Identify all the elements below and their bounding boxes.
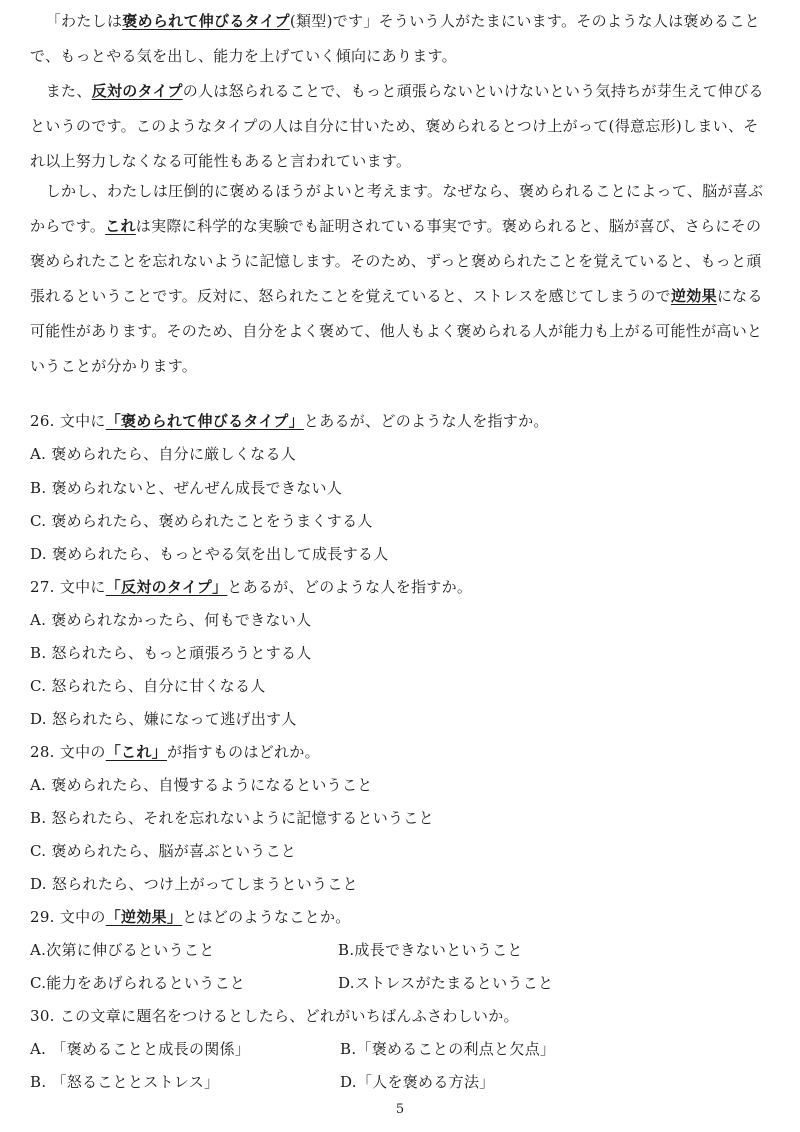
question-29-quote: 「逆効果」 [105, 908, 183, 926]
option-26-d: D. 褒められたら、もっとやる気を出して成長する人 [30, 545, 389, 563]
passage-paragraph-3: しかし、わたしは圧倒的に褒めるほうがよいと考えます。なぜなら、褒められることによって、脳が喜ぶからです。これは実際に科学的な実験でも証明されている事実です。褒められると、脳が喜び、さらにその褒められたことを忘れないように記憶します。そのため、ずっと褒められたことを覚えていると、もっと頑張れるということです。反対に、怒られたことを覚えていると、ストレスを感じてしまうので逆効果になる可能性があります。そのため、自分をよく褒めて、他人もよく褒められる人が能力も上がる可能性が高いということが分かります。 [30, 182, 764, 375]
page-number: 5 [395, 1102, 405, 1117]
option-29-c: C.能力をあげられるということ [30, 974, 246, 992]
option-27-d: D. 怒られたら、嫌になって逃げ出す人 [30, 710, 297, 728]
question-28: 28. 文中の「これ」が指すものはどれか。 [30, 743, 320, 761]
option-30-b: B.「褒めることの利点と欠点」 [340, 1040, 556, 1058]
question-30: 30. この文章に題名をつけるとしたら、どれがいちばんふさわしいか。 [30, 1007, 519, 1025]
underlined-word-kore: これ [105, 217, 136, 235]
option-30-c: B. 「怒ることとストレス」 [30, 1073, 220, 1091]
option-28-c: C. 褒められたら、脳が喜ぶということ [30, 842, 297, 860]
question-29: 29. 文中の「逆効果」とはどのようなことか。 [30, 908, 351, 926]
option-28-d: D. 怒られたら、つけ上がってしまうということ [30, 875, 358, 893]
option-30-d: D.「人を褒める方法」 [340, 1073, 495, 1091]
option-26-a: A. 褒められたら、自分に厳しくなる人 [30, 445, 297, 463]
option-28-b: B. 怒られたら、それを忘れないように記憶するということ [30, 809, 434, 827]
question-28-quote: 「これ」 [105, 743, 167, 761]
underlined-word-gyakukouka: 逆効果 [670, 287, 717, 305]
option-26-b: B. 褒められないと、ぜんぜん成長できない人 [30, 479, 343, 497]
passage-paragraph-2: また、反対のタイプの人は怒られることで、もっと頑張らないといけないという気持ちが芽生えて伸びるというのです。このようなタイプの人は自分に甘いため、褒められるとつけ上がって(得意忘形)しまい、それ以上努力しなくなる可能性もあると言われています。 [30, 82, 764, 170]
option-28-a: A. 褒められたら、自慢するようになるということ [30, 776, 373, 794]
option-26-c: C. 褒められたら、褒められたことをうまくする人 [30, 512, 373, 530]
question-26: 26. 文中に「褒められて伸びるタイプ」とあるが、どのような人を指すか。 [30, 412, 549, 430]
underlined-phrase-hantai: 反対のタイプ [91, 82, 183, 100]
option-29-a: A.次第に伸びるということ [30, 941, 215, 959]
option-27-a: A. 褒められなかったら、何もできない人 [30, 611, 312, 629]
option-29-b: B.成長できないということ [338, 941, 523, 959]
underlined-phrase-homerarete: 褒められて伸びるタイプ [122, 12, 290, 30]
passage-paragraph-1: 「わたしは褒められて伸びるタイプ(類型)です」そういう人がたまにいます。そのような人は褒めることで、もっとやる気を出し、能力を上げていく傾向にあります。 [30, 12, 760, 65]
option-27-b: B. 怒られたら、もっと頑張ろうとする人 [30, 644, 312, 662]
option-30-a: A. 「褒めることと成長の関係」 [30, 1040, 251, 1058]
option-29-d: D.ストレスがたまるということ [338, 974, 554, 992]
question-27-quote: 「反対のタイプ」 [105, 578, 228, 596]
option-27-c: C. 怒られたら、自分に甘くなる人 [30, 677, 266, 695]
question-27: 27. 文中に「反対のタイプ」とあるが、どのような人を指すか。 [30, 578, 473, 596]
question-26-quote: 「褒められて伸びるタイプ」 [105, 412, 304, 430]
